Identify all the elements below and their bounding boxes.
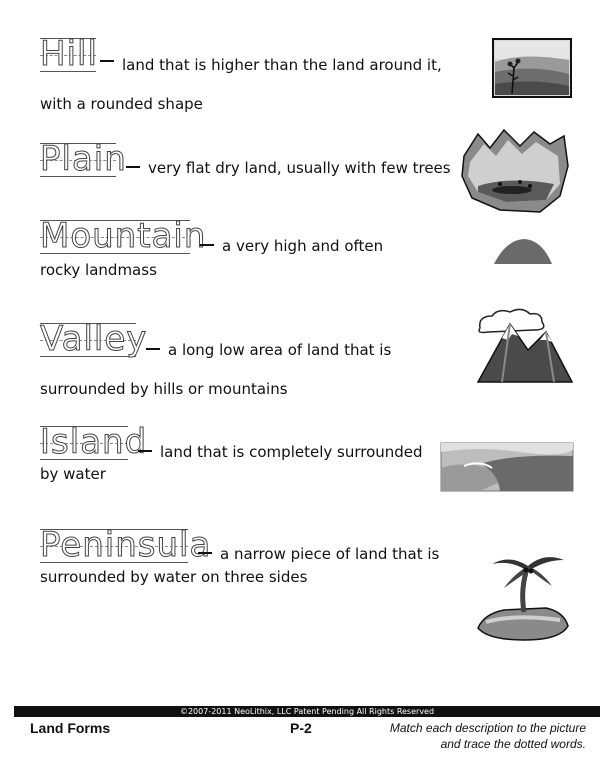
plain-landscape-icon <box>460 126 572 216</box>
trace-word-hill: Hill <box>40 34 98 74</box>
dash-separator <box>146 348 160 350</box>
definition-line-2: surrounded by water on three sides <box>40 568 308 586</box>
river-landscape-icon <box>440 442 574 492</box>
palm-island-icon <box>474 548 574 644</box>
mound-icon <box>492 236 554 266</box>
definition-line-2: rocky landmass <box>40 261 157 279</box>
instruction-line-1: Match each description to the picture <box>389 721 586 735</box>
definition-line-1: land that is completely surrounded <box>160 443 423 461</box>
definition-line-1: land that is higher than the land around it, <box>122 56 442 74</box>
mountain-peaks-icon <box>472 306 576 386</box>
dash-separator <box>138 450 152 452</box>
footer-instructions <box>326 720 586 752</box>
definition-line-1: a narrow piece of land that is <box>220 545 440 563</box>
dash-separator <box>100 60 114 62</box>
dash-separator <box>126 166 140 168</box>
copyright-bar: ©2007-2011 NeoLithix, LLC Patent Pending All Rights Reserved <box>14 706 600 717</box>
trace-word-plain: Plain <box>40 139 127 179</box>
definition-line-1: very flat dry land, usually with few trees <box>148 159 451 177</box>
trace-word-island: Island <box>40 422 148 462</box>
footer-title: Land Forms <box>30 720 111 736</box>
definition-line-2: by water <box>40 465 106 483</box>
instruction-line-2: and trace the dotted words. <box>440 737 586 751</box>
trace-word-peninsula: Peninsula <box>40 525 212 565</box>
definition-line-2: surrounded by hills or mountains <box>40 380 288 398</box>
trace-word-valley: Valley <box>40 319 148 359</box>
hill-photo-icon <box>492 38 572 98</box>
definition-line-2: with a rounded shape <box>40 95 203 113</box>
trace-word-mountain: Mountain <box>40 216 207 256</box>
dash-separator <box>198 552 212 554</box>
page-number: P-2 <box>290 720 312 736</box>
definition-line-1: a long low area of land that is <box>168 341 392 359</box>
definition-line-1: a very high and often <box>222 237 384 255</box>
dash-separator <box>200 244 214 246</box>
